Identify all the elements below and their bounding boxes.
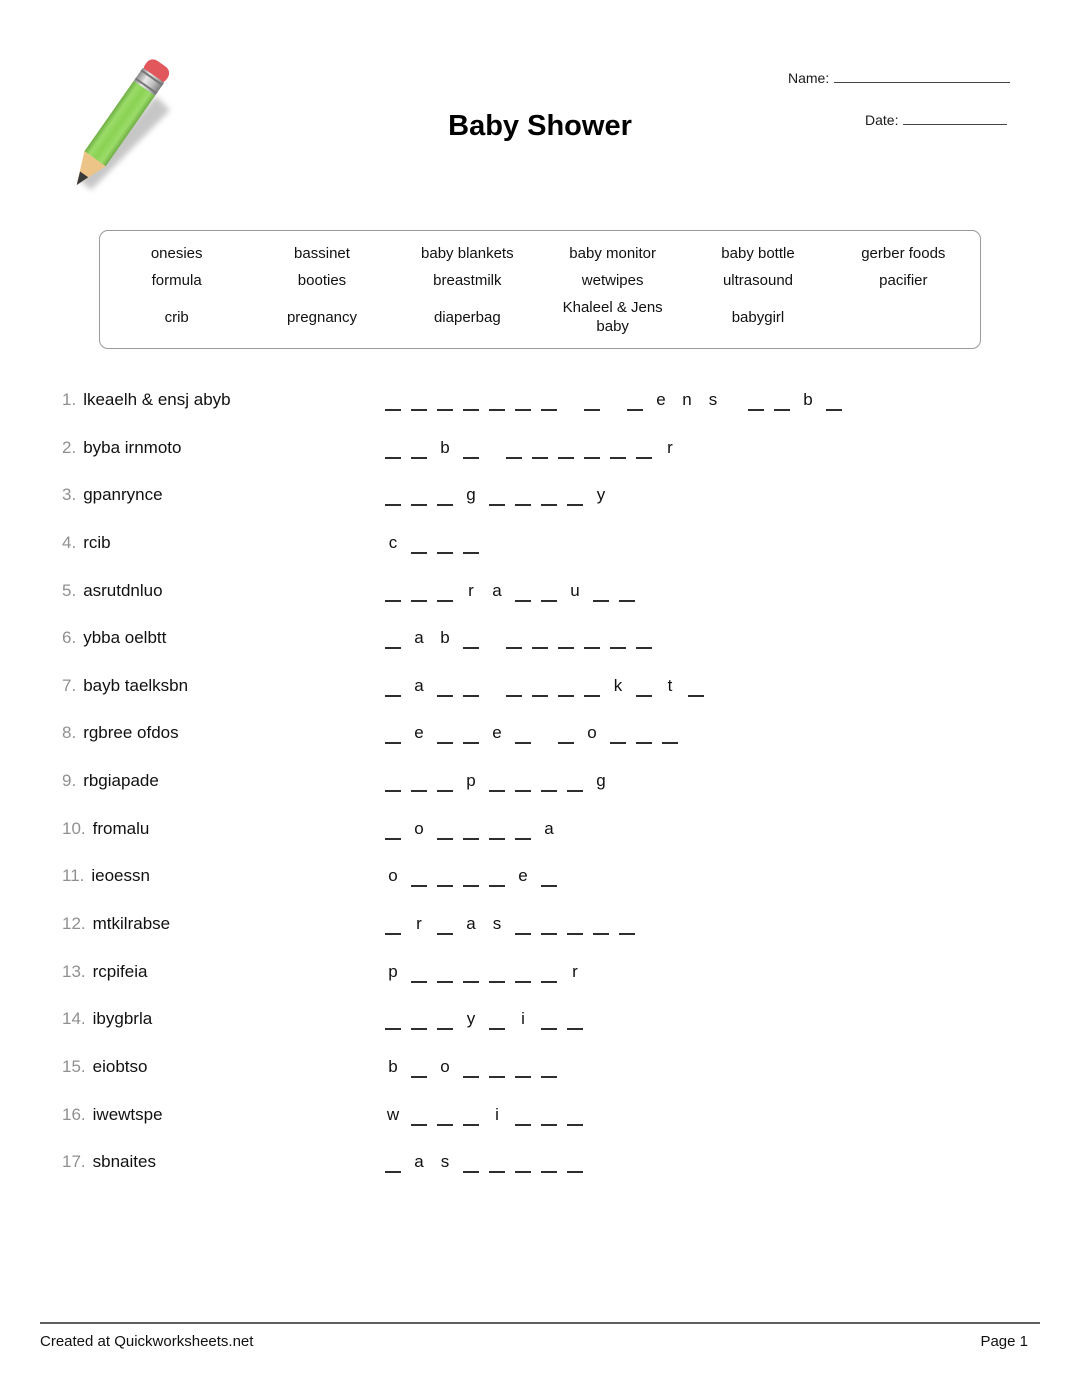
answer-pattern: [380, 532, 501, 557]
answer-blank: [536, 865, 562, 890]
answer-blank: [484, 1151, 510, 1176]
answer-blank: [458, 532, 484, 557]
answer-blank: [579, 675, 605, 700]
word-bank-word: breastmilk: [433, 271, 502, 289]
answer-letter: o: [414, 818, 424, 838]
answer-letter: b: [388, 1056, 398, 1076]
date-label: Date:: [865, 112, 899, 128]
puzzle-item: [62, 1008, 1042, 1056]
puzzle-item: [62, 675, 1042, 723]
answer-blank: [614, 913, 640, 938]
answer-blank: [432, 532, 458, 557]
answer-word: [380, 484, 614, 509]
answer-word: [380, 437, 484, 462]
answer-letter: y: [596, 485, 606, 505]
answer-pattern: [380, 770, 631, 795]
answer-blank: [536, 1008, 562, 1033]
answer-blank: [458, 389, 484, 414]
answer-word: [380, 865, 562, 890]
puzzle-item: [62, 484, 1042, 532]
answer-letter: n: [682, 390, 692, 409]
answer-blank: [432, 389, 458, 414]
answer-blank: [536, 1104, 562, 1129]
puzzle-item: [62, 627, 1042, 675]
answer-letter: a: [414, 1152, 424, 1172]
answer-blank: [458, 437, 484, 462]
answer-blank: [458, 961, 484, 986]
answer-pattern: [380, 1104, 605, 1129]
answer-blank: [683, 675, 709, 700]
answer-blank: [380, 675, 406, 700]
answer-blank: [622, 389, 648, 414]
answer-blank: [657, 722, 683, 747]
answer-blank: [458, 1104, 484, 1129]
scrambled-word: rbgiapade: [83, 771, 159, 791]
answer-pattern: [380, 722, 700, 747]
answer-blank: [484, 484, 510, 509]
answer-blank: [510, 580, 536, 605]
answer-blank: [380, 913, 406, 938]
answer-letter: s: [440, 1152, 450, 1172]
answer-blank: [484, 961, 510, 986]
answer-letter: a: [414, 675, 424, 695]
answer-blank: [562, 1104, 588, 1129]
answer-blank: [380, 818, 406, 843]
scrambled-word: rcpifeia: [92, 961, 148, 981]
word-bank-word: gerber foods: [861, 245, 946, 263]
answer-blank: [380, 770, 406, 795]
word-bank-word: crib: [164, 308, 189, 326]
answer-letter: w: [386, 1104, 400, 1124]
answer-letter: e: [518, 866, 528, 886]
answer-blank: [605, 627, 631, 652]
answer-blank: [406, 1056, 432, 1081]
answer-letter: g: [596, 771, 606, 791]
answer-blank: [458, 818, 484, 843]
answer-blank: [588, 913, 614, 938]
puzzle-item: [62, 722, 1042, 770]
word-bank-word: diaperbag: [433, 308, 501, 326]
item-number: 11.: [62, 866, 85, 886]
item-number: 12.: [62, 914, 86, 934]
answer-word: [380, 532, 484, 557]
word-bank-word: bassinet: [294, 245, 350, 263]
answer-blank: [380, 627, 406, 652]
item-number: 4.: [62, 532, 77, 552]
answer-blank: [536, 1151, 562, 1176]
answer-blank: [432, 1008, 458, 1033]
answer-blank: [510, 389, 536, 414]
scrambled-word: ibygbrla: [92, 1009, 153, 1029]
puzzle-item: [62, 913, 1042, 961]
answer-blank: [527, 437, 553, 462]
word-bank-word: pacifier: [879, 271, 928, 289]
answer-blank: [458, 627, 484, 652]
scrambled-word: byba irnmoto: [83, 437, 182, 457]
answer-blank: [432, 580, 458, 605]
answer-word: [501, 675, 709, 700]
puzzle-item: [62, 865, 1042, 913]
answer-blank: [458, 675, 484, 700]
answer-word: [380, 1151, 588, 1176]
answer-blank: [510, 913, 536, 938]
answer-blank: [484, 818, 510, 843]
answer-letter: s: [708, 390, 718, 409]
answer-word: [501, 627, 657, 652]
answer-pattern: [380, 1056, 579, 1081]
answer-blank: [406, 437, 432, 462]
answer-blank: [484, 1008, 510, 1033]
answer-blank: [631, 627, 657, 652]
answer-letter: r: [416, 914, 422, 934]
answer-blank: [553, 627, 579, 652]
answer-word: [553, 722, 683, 747]
answer-pattern: [380, 913, 657, 938]
word-bank-word: booties: [297, 271, 347, 289]
scrambled-word: asrutdnluo: [83, 580, 163, 600]
answer-letter: a: [466, 914, 476, 934]
answer-word: [380, 389, 562, 414]
answer-blank: [536, 484, 562, 509]
puzzle-item: [62, 580, 1042, 628]
answer-pattern: [380, 580, 657, 605]
answer-word: [380, 1008, 588, 1033]
answer-blank: [484, 770, 510, 795]
answer-blank: [432, 675, 458, 700]
word-bank-word: wetwipes: [581, 271, 644, 289]
answer-blank: [579, 627, 605, 652]
answer-blank: [605, 437, 631, 462]
date-field: [865, 112, 1007, 128]
item-number: 13.: [62, 961, 86, 981]
scrambled-word: ybba oelbtt: [83, 628, 167, 648]
answer-letter: b: [440, 628, 450, 648]
answer-blank: [432, 722, 458, 747]
answer-blank: [380, 580, 406, 605]
answer-letter: e: [656, 390, 666, 409]
answer-letter: a: [492, 580, 502, 600]
answer-blank: [510, 484, 536, 509]
answer-word: [380, 1104, 588, 1129]
answer-blank: [432, 913, 458, 938]
answer-word: [380, 770, 614, 795]
answer-pattern: [380, 1008, 605, 1033]
answer-blank: [605, 722, 631, 747]
word-bank-word: babygirl: [731, 308, 785, 326]
answer-blank: [432, 865, 458, 890]
answer-blank: [821, 389, 847, 414]
answer-word: [501, 437, 683, 462]
answer-letter: a: [544, 818, 554, 838]
answer-blank: [484, 389, 510, 414]
answer-word: [579, 389, 605, 414]
answer-blank: [510, 1056, 536, 1081]
item-number: 2.: [62, 437, 77, 457]
answer-letter: i: [521, 1009, 525, 1029]
answer-blank: [562, 1151, 588, 1176]
item-number: 16.: [62, 1104, 86, 1124]
answer-blank: [510, 1151, 536, 1176]
answer-letter: u: [570, 580, 580, 600]
answer-blank: [588, 580, 614, 605]
answer-blank: [380, 484, 406, 509]
answer-letter: o: [388, 866, 398, 886]
answer-blank: [562, 770, 588, 795]
answer-blank: [380, 722, 406, 747]
answer-letter: p: [466, 771, 476, 791]
answer-blank: [631, 722, 657, 747]
name-field: [788, 70, 1010, 86]
answer-blank: [579, 389, 605, 414]
answer-letter: i: [495, 1104, 499, 1124]
answer-letter: o: [587, 723, 597, 743]
scrambled-word: ieoessn: [91, 866, 150, 886]
answer-pattern: [380, 627, 674, 652]
answer-blank: [380, 437, 406, 462]
item-number: 3.: [62, 485, 77, 505]
word-bank-word: formula: [151, 271, 202, 289]
footer-created-text: Created at Quickworksheets.net: [40, 1333, 254, 1350]
answer-blank: [432, 1104, 458, 1129]
puzzle-item: [62, 961, 1042, 1009]
answer-pattern: [380, 961, 605, 986]
scrambled-word: iwewtspe: [92, 1104, 163, 1124]
answer-blank: [631, 437, 657, 462]
word-bank-word: baby bottle: [721, 245, 795, 263]
answer-pattern: [380, 675, 726, 700]
answer-blank: [614, 580, 640, 605]
puzzle-item: [62, 532, 1042, 580]
word-bank-word: onesies: [150, 245, 203, 263]
answer-blank: [406, 865, 432, 890]
answer-blank: [769, 389, 795, 414]
puzzle-item: [62, 389, 1042, 437]
answer-letter: e: [492, 723, 502, 743]
answer-blank: [536, 913, 562, 938]
answer-word: [622, 389, 726, 414]
answer-blank: [510, 770, 536, 795]
answer-blank: [501, 675, 527, 700]
item-number: 5.: [62, 580, 77, 600]
answer-blank: [458, 722, 484, 747]
answer-letter: y: [466, 1009, 476, 1029]
scrambled-word: rcib: [83, 532, 111, 552]
answer-blank: [458, 1151, 484, 1176]
item-number: 1.: [62, 390, 77, 409]
answer-blank: [406, 961, 432, 986]
answer-blank: [553, 437, 579, 462]
page-title: Baby Shower: [448, 110, 632, 142]
answer-blank: [406, 484, 432, 509]
answer-blank: [406, 1008, 432, 1033]
date-blank-line: [903, 113, 1007, 125]
answer-word: [743, 389, 847, 414]
item-number: 14.: [62, 1009, 86, 1029]
word-bank-word: Khaleel & Jens baby: [562, 298, 663, 336]
word-bank-word: pregnancy: [286, 308, 358, 326]
answer-word: [380, 675, 484, 700]
puzzle-item: [62, 437, 1042, 485]
puzzle-item: [62, 818, 1042, 866]
item-number: 8.: [62, 723, 77, 743]
answer-blank: [484, 1056, 510, 1081]
answer-blank: [432, 961, 458, 986]
answer-blank: [484, 865, 510, 890]
answer-letter: r: [468, 580, 474, 600]
word-bank-grid: [99, 230, 981, 349]
name-blank-line: [834, 71, 1010, 83]
answer-word: [380, 818, 562, 843]
answer-blank: [631, 675, 657, 700]
answer-blank: [432, 818, 458, 843]
answer-blank: [562, 484, 588, 509]
answer-blank: [406, 389, 432, 414]
answer-blank: [536, 961, 562, 986]
answer-letter: b: [803, 390, 813, 409]
answer-blank: [562, 1008, 588, 1033]
answer-blank: [406, 1104, 432, 1129]
answer-pattern: [380, 437, 700, 462]
answer-blank: [501, 437, 527, 462]
scrambled-word: rgbree ofdos: [83, 723, 179, 743]
puzzle-item: [62, 1104, 1042, 1152]
answer-letter: e: [414, 723, 424, 743]
puzzle-item: [62, 1056, 1042, 1104]
footer-divider: [40, 1322, 1040, 1324]
answer-letter: a: [414, 628, 424, 648]
puzzle-item: [62, 1151, 1042, 1199]
answer-blank: [458, 865, 484, 890]
answer-blank: [527, 627, 553, 652]
answer-blank: [458, 1056, 484, 1081]
answer-blank: [406, 580, 432, 605]
answer-blank: [380, 389, 406, 414]
answer-blank: [536, 389, 562, 414]
answer-blank: [553, 675, 579, 700]
answer-blank: [432, 770, 458, 795]
item-number: 10.: [62, 818, 86, 838]
scrambled-word: sbnaites: [92, 1152, 156, 1172]
answer-letter: p: [388, 961, 398, 981]
scrambled-word: fromalu: [92, 818, 150, 838]
answer-word: [380, 627, 484, 652]
scrambled-word: gpanrynce: [83, 485, 163, 505]
answer-word: [380, 913, 640, 938]
puzzle-item: [62, 770, 1042, 818]
answer-pattern: [380, 865, 579, 890]
answer-pattern: [380, 1151, 605, 1176]
answer-letter: b: [440, 437, 450, 457]
name-label: Name:: [788, 70, 830, 86]
item-number: 15.: [62, 1056, 86, 1076]
answer-blank: [510, 722, 536, 747]
item-number: 7.: [62, 675, 77, 695]
answer-pattern: [380, 389, 864, 414]
answer-blank: [553, 722, 579, 747]
item-number: 6.: [62, 628, 77, 648]
scrambled-word: mtkilrabse: [92, 914, 171, 934]
answer-blank: [510, 818, 536, 843]
answer-letter: c: [388, 532, 398, 552]
word-bank-word: baby monitor: [569, 245, 657, 263]
answer-blank: [562, 913, 588, 938]
answer-word: [380, 580, 640, 605]
answer-letter: s: [492, 914, 502, 934]
answer-blank: [380, 1151, 406, 1176]
answer-letter: k: [613, 675, 623, 695]
answer-blank: [743, 389, 769, 414]
answer-blank: [536, 1056, 562, 1081]
item-number: 17.: [62, 1152, 86, 1172]
answer-blank: [527, 675, 553, 700]
answer-word: [380, 722, 536, 747]
answer-blank: [536, 580, 562, 605]
scrambled-word: lkeaelh & ensj abyb: [83, 390, 231, 409]
answer-blank: [406, 770, 432, 795]
answer-pattern: [380, 818, 579, 843]
answer-pattern: [380, 484, 631, 509]
puzzle-list: [62, 389, 1042, 1199]
scrambled-word: bayb taelksbn: [83, 675, 189, 695]
answer-letter: t: [667, 675, 673, 695]
item-number: 9.: [62, 771, 77, 791]
answer-blank: [380, 1008, 406, 1033]
answer-word: [380, 961, 588, 986]
answer-blank: [510, 961, 536, 986]
answer-blank: [501, 627, 527, 652]
answer-blank: [510, 1104, 536, 1129]
answer-letter: g: [466, 485, 476, 505]
answer-letter: o: [440, 1056, 450, 1076]
answer-blank: [406, 532, 432, 557]
word-bank-word: ultrasound: [722, 271, 794, 289]
answer-blank: [432, 484, 458, 509]
answer-letter: r: [667, 437, 673, 457]
footer-page-number: Page 1: [980, 1333, 1028, 1350]
scrambled-word: eiobtso: [92, 1056, 148, 1076]
word-bank-word: baby blankets: [421, 245, 514, 263]
answer-blank: [579, 437, 605, 462]
answer-word: [380, 1056, 562, 1081]
answer-blank: [536, 770, 562, 795]
answer-letter: r: [572, 961, 578, 981]
